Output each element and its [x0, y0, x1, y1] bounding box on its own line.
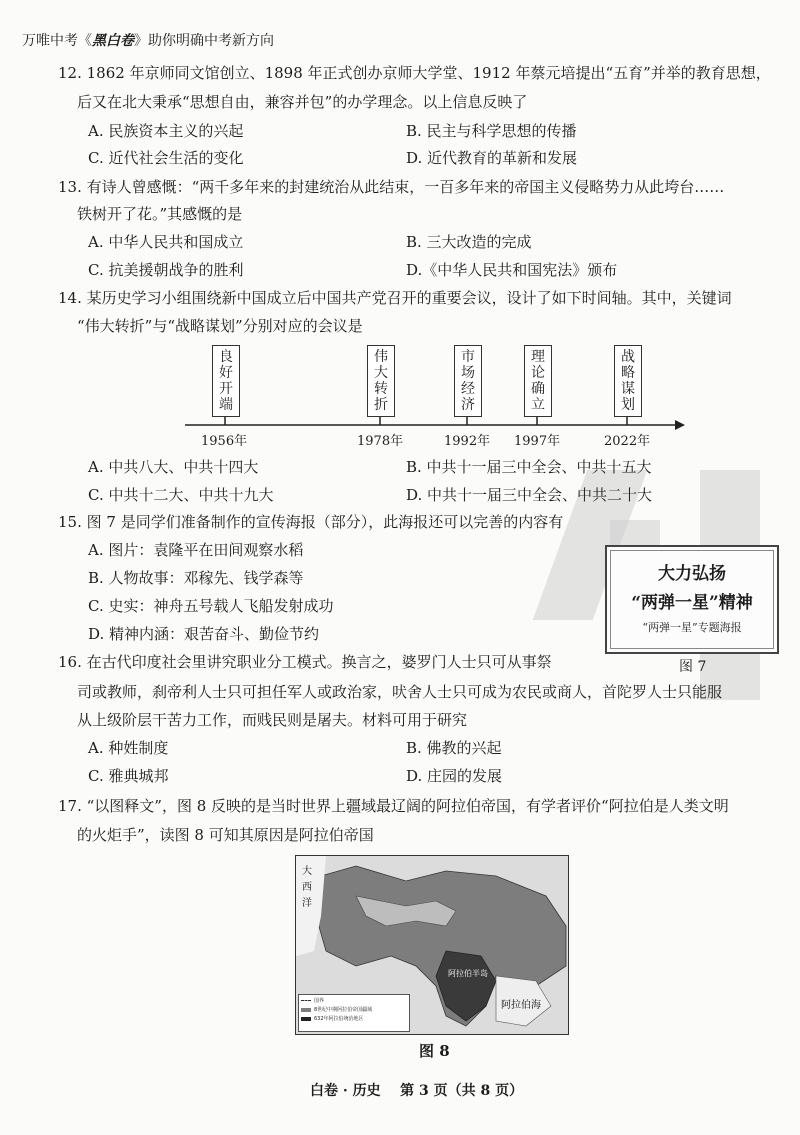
map-label-sea: 阿拉伯海	[501, 1000, 541, 1011]
q14-stem-line-2: “伟大转折”与“战略谋划”分别对应的会议是	[77, 317, 363, 335]
map-label-arabia: 阿拉伯半岛	[448, 969, 488, 978]
timeline-year-2: 1978年	[357, 434, 404, 449]
timeline-keyword-3: 市场经济	[454, 345, 482, 417]
q15-option-a[interactable]: A. 图片：袁隆平在田间观察水稻	[88, 541, 304, 559]
timeline-year-5: 2022年	[604, 434, 651, 449]
poster-subtitle: “两弹一星”精神	[631, 593, 753, 613]
q14-option-a[interactable]: A. 中共八大、中共十四大	[88, 458, 259, 476]
q13-option-a[interactable]: A. 中华人民共和国成立	[88, 233, 244, 251]
brand-name: 黑白卷	[92, 33, 134, 49]
page-header: 万唯中考《黑白卷》助你明确中考新方向	[22, 33, 274, 49]
q17-stem-line-2: 的火炬手”，读图 8 可知其原因是阿拉伯帝国	[77, 826, 374, 844]
q14-option-c[interactable]: C. 中共十二大、中共十九大	[88, 486, 274, 504]
q17-stem-line-1: 17. “以图释文”，图 8 反映的是当时世界上疆域最辽阔的阿拉伯帝国，有学者评价“阿拉伯是人类文明	[58, 797, 729, 815]
q13-option-d[interactable]: D.《中华人民共和国宪法》颁布	[406, 261, 618, 279]
q12-option-b[interactable]: B. 民主与科学思想的传播	[406, 122, 577, 140]
q12-stem-line-2: 后又在北大秉承“思想自由，兼容并包”的办学理念。以上信息反映了	[77, 93, 528, 111]
q16-option-b[interactable]: B. 佛教的兴起	[406, 739, 502, 757]
q13-stem-line-2: 铁树开了花。”其感慨的是	[77, 205, 243, 223]
timeline-year-3: 1992年	[444, 434, 491, 449]
legend-item-border: 国界	[301, 997, 407, 1006]
q12-option-a[interactable]: A. 民族资本主义的兴起	[88, 122, 244, 140]
map-legend	[298, 994, 410, 1032]
timeline-year-1: 1956年	[201, 434, 248, 449]
poster-note: “两弹一星”专题海报	[642, 621, 742, 634]
q16-stem-line-1: 16. 在古代印度社会里讲究职业分工模式。换言之，婆罗门人士只可从事祭	[58, 653, 552, 671]
q16-option-c[interactable]: C. 雅典城邦	[88, 767, 169, 785]
q15-stem: 15. 图 7 是同学们准备制作的宣传海报（部分），此海报还可以完善的内容有	[58, 513, 564, 531]
poster-title: 大力弘扬	[658, 564, 726, 584]
q12-option-d[interactable]: D. 近代教育的革新和发展	[406, 149, 578, 167]
q14-option-d[interactable]: D. 中共十一届三中全会、中共二十大	[406, 486, 653, 504]
timeline-year-4: 1997年	[514, 434, 561, 449]
timeline-keyword-2: 伟大转折	[367, 345, 395, 417]
q16-stem-line-3: 从上级阶层干苦力工作，而贱民则是屠夫。材料可用于研究	[77, 711, 468, 729]
page-footer: 白卷 · 历史 第 3 页（共 8 页）	[310, 1083, 524, 1099]
q13-stem-line-1: 13. 有诗人曾感慨：“两千多年来的封建统治从此结束，一百多年来的帝国主义侵略势力从此垮台……	[58, 178, 725, 196]
map-figure-8	[295, 855, 569, 1035]
q12-option-c[interactable]: C. 近代社会生活的变化	[88, 149, 244, 167]
q12-stem-line-1: 12. 1862 年京师同文馆创立、1898 年正式创办京师大学堂、1912 年蔡元培提出“五育”并举的教育思想，	[58, 64, 771, 82]
map-label-ocean-3: 洋	[302, 898, 312, 909]
q13-option-c[interactable]: C. 抗美援朝战争的胜利	[88, 261, 244, 279]
q13-option-b[interactable]: B. 三大改造的完成	[406, 233, 532, 251]
q16-stem-line-2: 司或教师，刹帝利人士只可担任军人或政治家，吠舍人士只可成为农民或商人，首陀罗人士只能服	[77, 683, 723, 701]
q15-option-d[interactable]: D. 精神内涵：艰苦奋斗、勤俭节约	[88, 625, 320, 643]
poster-figure-7	[605, 545, 779, 654]
map-label-ocean-1: 大	[302, 866, 312, 877]
timeline-keyword-1: 良好开端	[212, 345, 240, 417]
timeline-keyword-5: 战略谋划	[614, 345, 642, 417]
q15-option-c[interactable]: C. 史实：神舟五号载人飞船发射成功	[88, 597, 334, 615]
map-label-ocean-2: 西	[302, 882, 312, 893]
legend-item-empire: 8世纪中期阿拉伯帝国疆域	[301, 1006, 407, 1015]
q15-option-b[interactable]: B. 人物故事：邓稼先、钱学森等	[88, 569, 304, 587]
legend-item-632: 632年阿拉伯统治地区	[301, 1015, 407, 1024]
q16-option-a[interactable]: A. 种姓制度	[88, 739, 169, 757]
q14-stem-line-1: 14. 某历史学习小组围绕新中国成立后中国共产党召开的重要会议，设计了如下时间轴。其中，关键词	[58, 289, 732, 307]
q14-option-b[interactable]: B. 中共十一届三中全会、中共十五大	[406, 458, 652, 476]
timeline-keyword-4: 理论确立	[524, 345, 552, 417]
figure-8-caption: 图 8	[419, 1042, 450, 1060]
q16-option-d[interactable]: D. 庄园的发展	[406, 767, 503, 785]
figure-7-caption: 图 7	[679, 659, 707, 675]
